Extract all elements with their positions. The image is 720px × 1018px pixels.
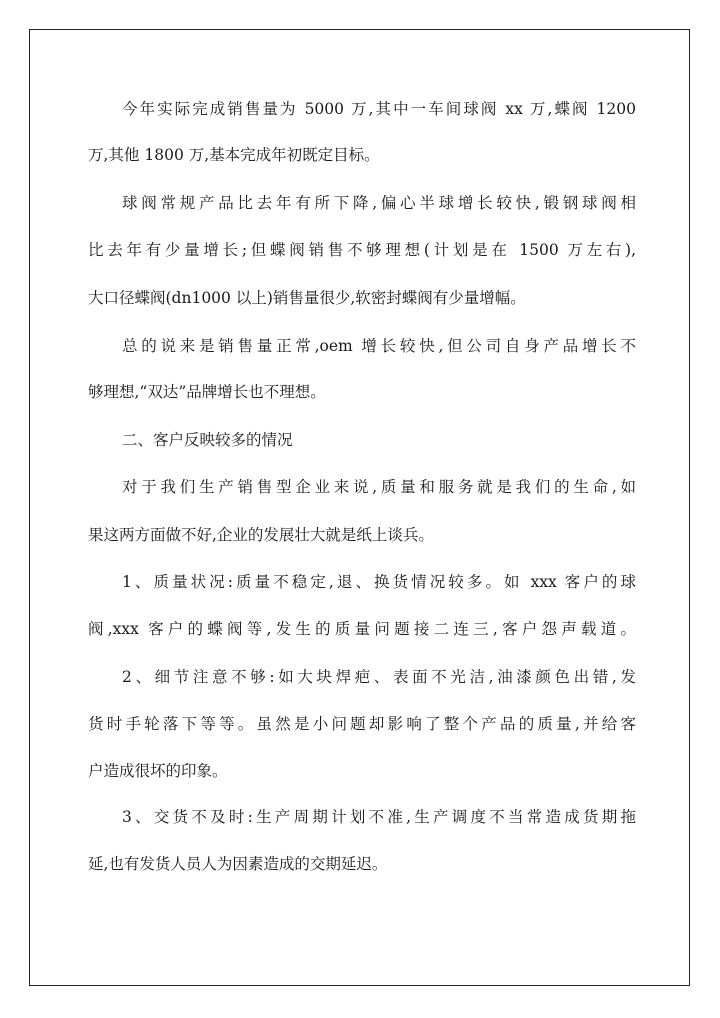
page-border — [29, 29, 690, 986]
paragraph-6-line-2: 阀,xxx 客户的蝶阀等,发生的质量问题接二连三,客户怨声载道。 — [88, 620, 636, 638]
paragraph-5-line-2: 果这两方面做不好,企业的发展壮大就是纸上谈兵。 — [88, 526, 434, 544]
paragraph-3-line-1: 总的说来是销售量正常,oem 增长较快,但公司自身产品增长不 — [122, 337, 636, 355]
paragraph-8-line-1: 3、交货不及时:生产周期计划不准,生产调度不当常造成货期拖 — [122, 808, 636, 826]
paragraph-2-line-3: 大口径蝶阀(dn1000 以上)销售量很少,软密封蝶阀有少量增幅。 — [88, 289, 526, 307]
paragraph-7-line-3: 户造成很坏的印象。 — [88, 762, 228, 780]
paragraph-6-line-1: 1、质量状况:质量不稳定,退、换货情况较多。如 xxx 客户的球 — [122, 573, 636, 591]
paragraph-7-line-2: 货时手轮落下等等。虽然是小问题却影响了整个产品的质量,并给客 — [88, 715, 636, 733]
section-heading: 二、客户反映较多的情况 — [122, 431, 293, 449]
paragraph-1-line-1: 今年实际完成销售量为 5000 万,其中一车间球阀 xx 万,蝶阀 1200 — [122, 100, 636, 118]
paragraph-3-line-2: 够理想,“双达”品牌增长也不理想。 — [88, 383, 326, 401]
paragraph-8-line-2: 延,也有发货人员人为因素造成的交期延迟。 — [88, 855, 388, 873]
paragraph-2-line-2: 比去年有少量增长;但蝶阀销售不够理想(计划是在 1500 万左右), — [88, 241, 636, 259]
paragraph-2-line-1: 球阀常规产品比去年有所下降,偏心半球增长较快,锻钢球阀相 — [122, 194, 636, 212]
paragraph-1-line-2: 万,其他 1800 万,基本完成年初既定目标。 — [88, 146, 380, 164]
paragraph-5-line-1: 对于我们生产销售型企业来说,质量和服务就是我们的生命,如 — [122, 478, 636, 496]
paragraph-7-line-1: 2、细节注意不够:如大块焊疤、表面不光洁,油漆颜色出错,发 — [122, 668, 636, 686]
